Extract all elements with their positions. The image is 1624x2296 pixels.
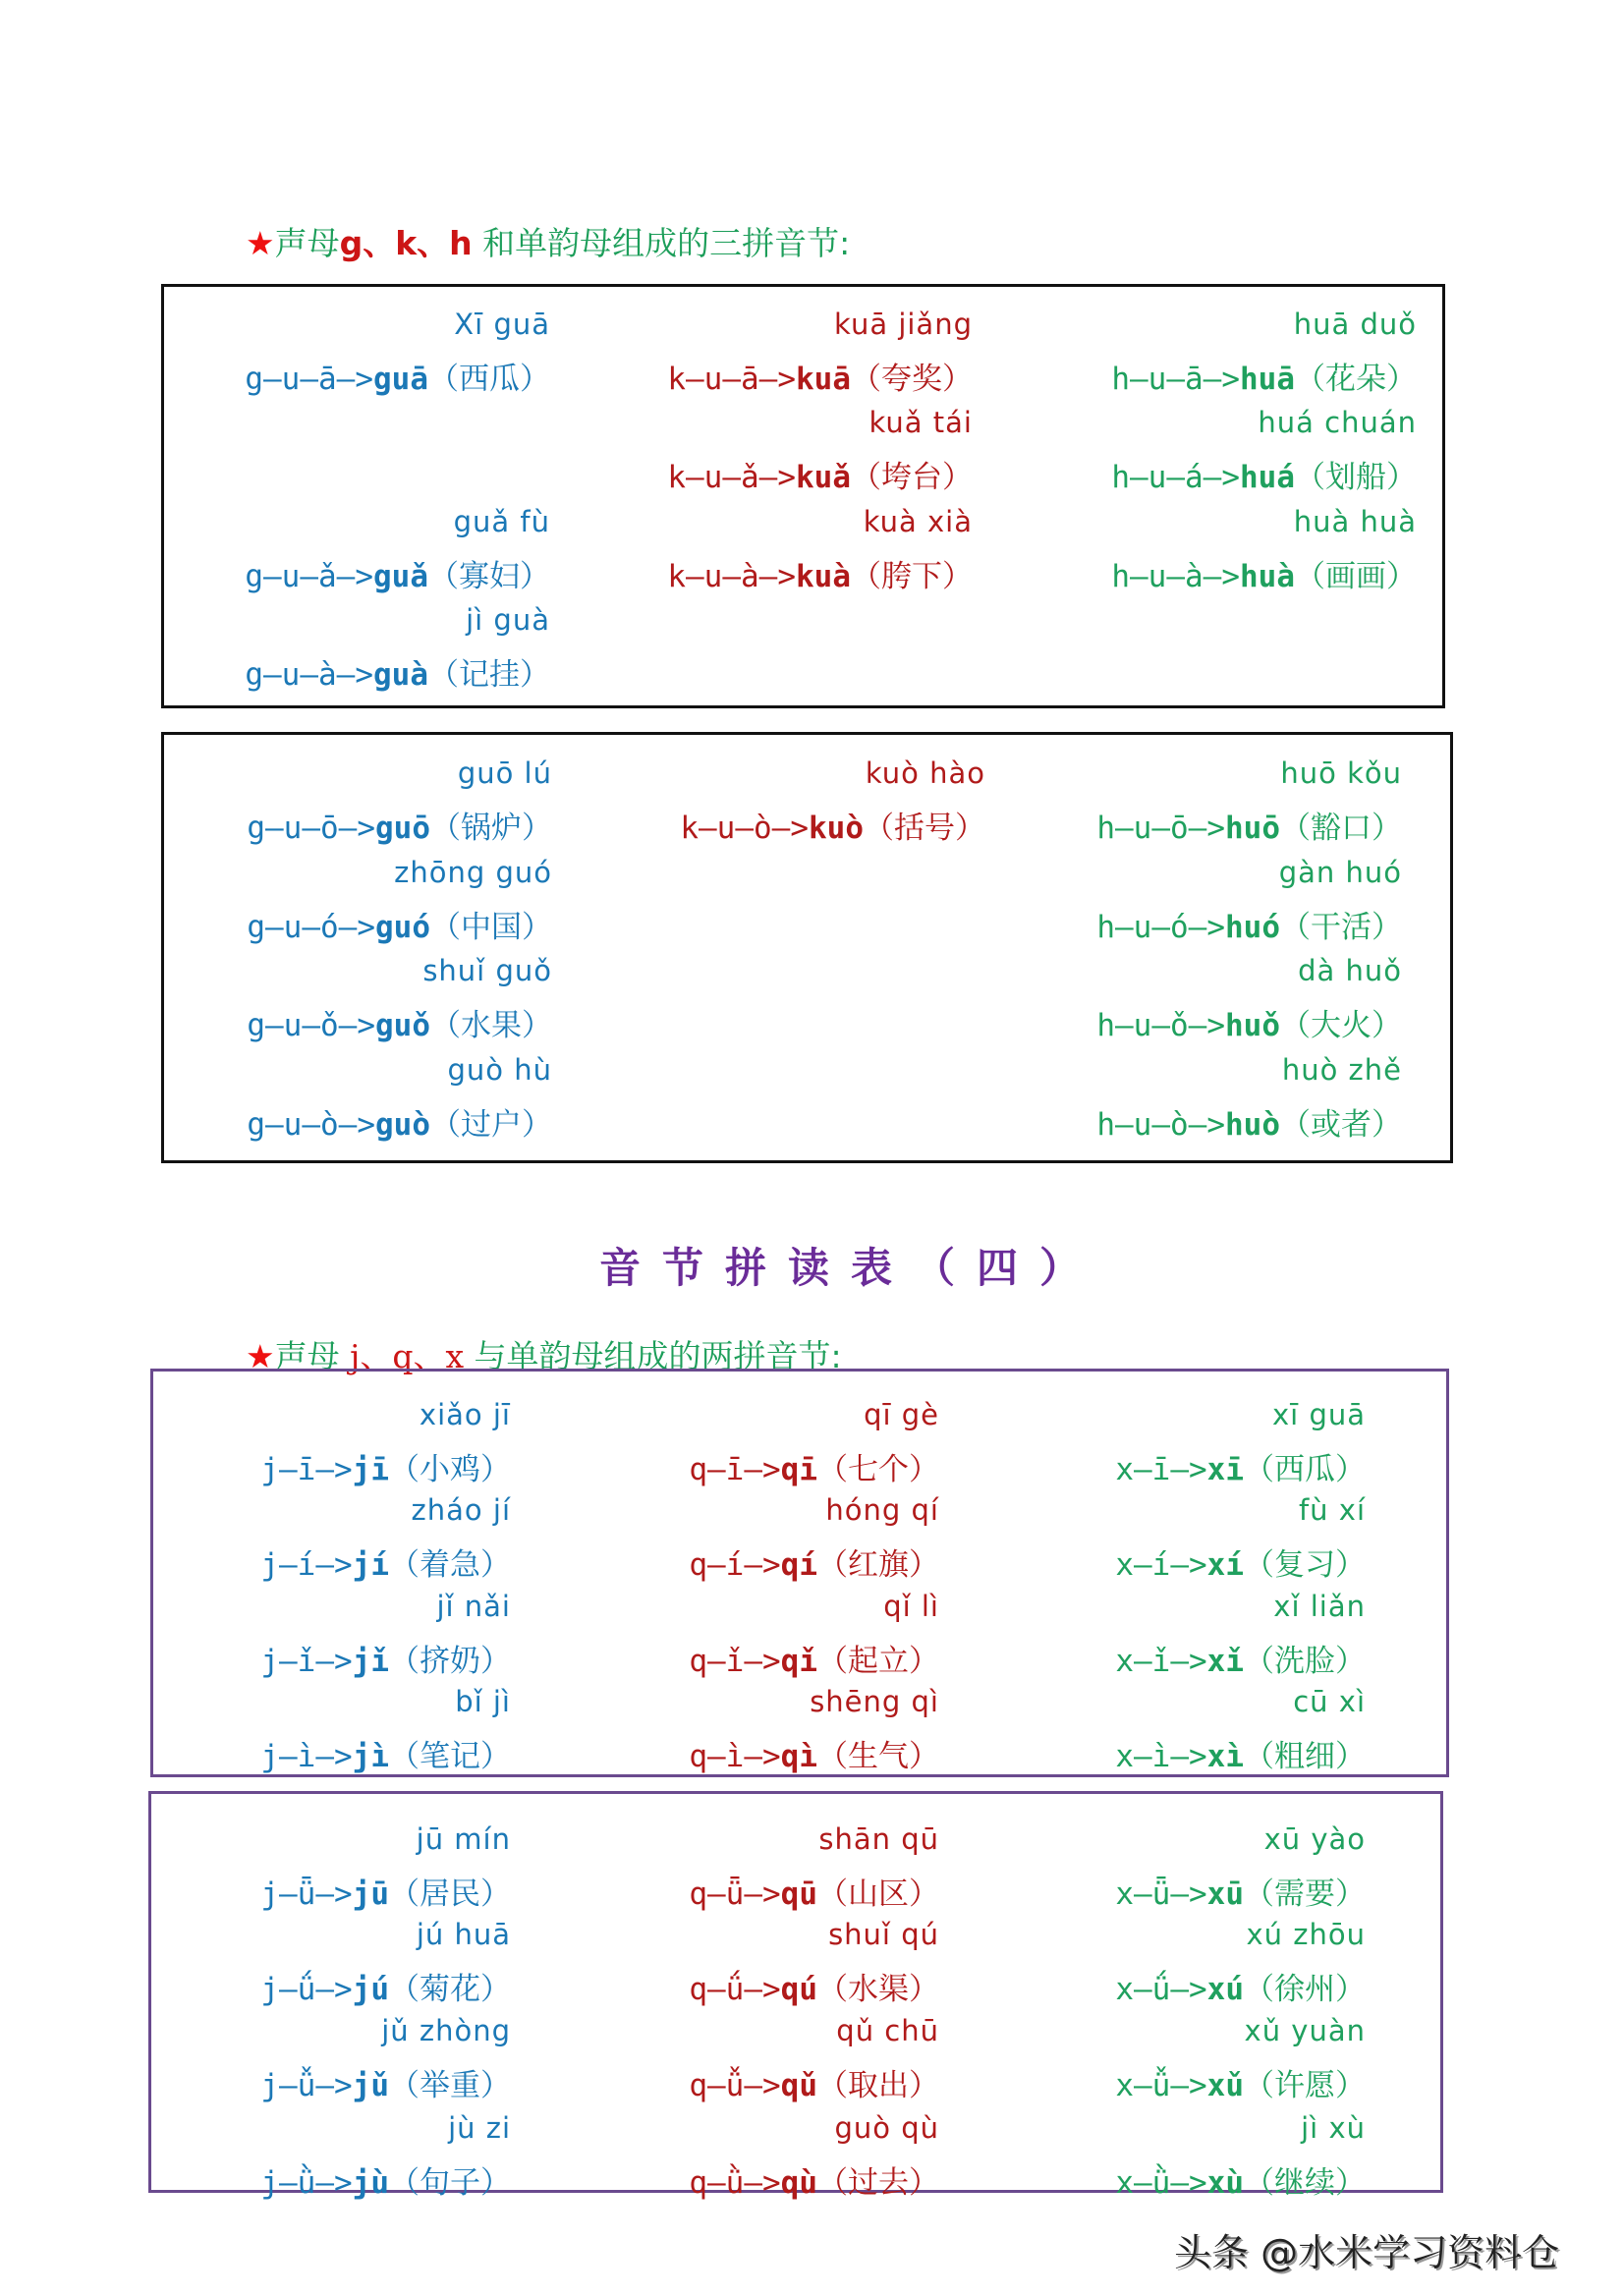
formula-parts: j—ī—> — [260, 1452, 353, 1487]
syllable-formula — [245, 551, 550, 595]
syllable-formula — [689, 1869, 939, 1913]
syllable-formula — [689, 1731, 939, 1775]
syllable-formula — [1115, 1540, 1366, 1584]
example-word: （红旗） — [817, 1547, 939, 1583]
example-word: （干活） — [1280, 910, 1402, 945]
formula-parts: g—u—à—> — [245, 657, 373, 693]
heading-letters: j、q、x — [350, 1337, 465, 1375]
pinyin-label: xū yào — [1263, 1822, 1366, 1856]
formula-parts: q—ǚ—> — [689, 2068, 781, 2103]
formula-parts: g—u—ā—> — [245, 362, 373, 397]
example-word: （七个） — [817, 1452, 939, 1487]
pinyin-label: huò zhě — [1281, 1053, 1402, 1087]
example-word: （西瓜） — [1244, 1452, 1366, 1487]
formula-parts: k—u—ò—> — [680, 811, 809, 846]
formula-result: qí — [780, 1547, 817, 1583]
pinyin-label: huà huà — [1293, 505, 1417, 538]
example-word: （小鸡） — [389, 1452, 511, 1487]
table-box-1 — [161, 284, 1445, 708]
formula-parts: h—u—ō—> — [1096, 811, 1225, 846]
formula-result: guǎ — [373, 559, 428, 594]
pinyin-label: xǐ liǎn — [1273, 1590, 1366, 1623]
formula-parts: h—u—à—> — [1111, 559, 1240, 594]
formula-parts: j—ǖ—> — [260, 1876, 353, 1912]
example-word: （山区） — [817, 1876, 939, 1912]
formula-result: qū — [780, 1876, 817, 1912]
formula-result: qī — [780, 1452, 817, 1487]
formula-parts: j—ǚ—> — [260, 2068, 353, 2103]
formula-parts: x—ǖ—> — [1115, 1876, 1207, 1912]
syllable-formula — [245, 649, 550, 694]
pinyin-label: kuǎ tái — [868, 406, 973, 439]
formula-parts: h—u—ó—> — [1096, 910, 1225, 945]
syllable-formula — [1115, 2157, 1366, 2202]
syllable-formula — [667, 354, 973, 398]
pinyin-label: zháo jí — [411, 1493, 511, 1527]
formula-parts: j—ǐ—> — [260, 1644, 353, 1679]
formula-parts: q—ǖ—> — [689, 1876, 781, 1912]
example-word: （举重） — [389, 2068, 511, 2103]
formula-parts: g—u—ō—> — [247, 811, 375, 846]
example-word: （笔记） — [389, 1739, 511, 1774]
example-word: （划船） — [1295, 460, 1417, 495]
syllable-formula — [667, 452, 973, 496]
example-word: （水渠） — [817, 1972, 939, 2007]
formula-result: huā — [1240, 362, 1295, 397]
heading-suffix: 与单韵母组成的两拼音节: — [464, 1337, 842, 1375]
syllable-formula — [1115, 2060, 1366, 2104]
syllable-formula — [689, 2060, 939, 2104]
formula-result: jǔ — [352, 2068, 389, 2103]
formula-result: guò — [375, 1107, 430, 1143]
formula-result: xì — [1206, 1739, 1244, 1774]
pinyin-label: guò qù — [834, 2111, 939, 2145]
pinyin-label: xǔ yuàn — [1244, 2014, 1366, 2047]
pinyin-label: jū mín — [416, 1822, 511, 1856]
example-word: （取出） — [817, 2068, 939, 2103]
syllable-formula — [260, 1964, 511, 2008]
formula-parts: k—u—ā—> — [667, 362, 796, 397]
example-word: （水果） — [430, 1008, 552, 1043]
syllable-formula — [260, 1731, 511, 1775]
pinyin-label: kuà xià — [863, 505, 973, 538]
example-word: （生气） — [817, 1739, 939, 1774]
formula-result: kuò — [809, 811, 864, 846]
syllable-formula — [1111, 551, 1417, 595]
formula-parts: q—ǜ—> — [689, 2165, 781, 2201]
syllable-formula — [680, 803, 985, 847]
pinyin-label: qī gè — [864, 1398, 939, 1431]
syllable-formula — [1115, 1731, 1366, 1775]
formula-result: jī — [352, 1452, 389, 1487]
syllable-formula — [689, 1964, 939, 2008]
pinyin-label: xú zhōu — [1246, 1918, 1366, 1951]
syllable-formula — [260, 1636, 511, 1680]
formula-result: qì — [780, 1739, 817, 1774]
example-word: （寡妇） — [428, 559, 550, 594]
example-word: （菊花） — [389, 1972, 511, 2007]
formula-parts: j—í—> — [260, 1547, 353, 1583]
section1-heading — [246, 218, 850, 264]
pinyin-label: huā duǒ — [1293, 308, 1417, 341]
pinyin-label: cū xì — [1293, 1685, 1366, 1718]
syllable-formula — [1096, 1000, 1402, 1044]
syllable-formula — [667, 551, 973, 595]
formula-parts: q—ì—> — [689, 1739, 781, 1774]
pinyin-label: qǔ chū — [836, 2014, 939, 2047]
formula-result: qǔ — [780, 2068, 817, 2103]
formula-result: huà — [1240, 559, 1295, 594]
formula-parts: g—u—ò—> — [247, 1107, 375, 1143]
formula-parts: x—í—> — [1115, 1547, 1207, 1583]
example-word: （过去） — [817, 2165, 939, 2201]
syllable-formula — [1096, 1099, 1402, 1144]
example-word: （锅炉） — [430, 811, 552, 846]
formula-parts: x—ǐ—> — [1115, 1644, 1207, 1679]
syllable-formula — [1115, 1964, 1366, 2008]
syllable-formula — [260, 1869, 511, 1913]
example-word: （许愿） — [1244, 2068, 1366, 2103]
formula-result: xī — [1206, 1452, 1244, 1487]
formula-parts: x—ǜ—> — [1115, 2165, 1207, 2201]
formula-parts: q—ǘ—> — [689, 1972, 781, 2007]
syllable-formula — [260, 1444, 511, 1488]
syllable-formula — [260, 1540, 511, 1584]
formula-result: huó — [1225, 910, 1280, 945]
formula-result: qú — [780, 1972, 817, 2007]
example-word: （胯下） — [851, 559, 973, 594]
pinyin-label: shuǐ guǒ — [422, 954, 552, 987]
formula-parts: q—ǐ—> — [689, 1644, 781, 1679]
example-word: （继续） — [1244, 2165, 1366, 2201]
pinyin-label: shān qū — [818, 1822, 939, 1856]
pinyin-label: fù xí — [1298, 1493, 1366, 1527]
example-word: （豁口） — [1280, 811, 1402, 846]
syllable-formula — [1115, 1869, 1366, 1913]
formula-parts: x—ì—> — [1115, 1739, 1207, 1774]
syllable-formula — [260, 2157, 511, 2202]
example-word: （中国） — [430, 910, 552, 945]
pinyin-label: guō lú — [457, 756, 552, 790]
formula-result: jù — [352, 2165, 389, 2201]
heading-prefix: 声母 — [274, 224, 340, 262]
pinyin-label: jú huā — [416, 1918, 511, 1951]
example-word: （洗脸） — [1244, 1644, 1366, 1679]
formula-result: kuǎ — [796, 460, 851, 495]
formula-result: jí — [352, 1547, 389, 1583]
example-word: （着急） — [389, 1547, 511, 1583]
example-word: （徐州） — [1244, 1972, 1366, 2007]
pinyin-label: qǐ lì — [883, 1590, 939, 1623]
syllable-formula — [247, 1000, 552, 1044]
page-title: 音节拼读表（四） — [599, 1244, 1103, 1292]
pinyin-label: bǐ jì — [455, 1685, 511, 1718]
formula-parts: h—u—ā—> — [1111, 362, 1240, 397]
formula-result: huō — [1225, 811, 1280, 846]
pinyin-label: zhōng guó — [394, 856, 552, 889]
star-icon: ★ — [246, 224, 275, 262]
formula-result: huò — [1225, 1107, 1280, 1143]
example-word: （西瓜） — [428, 362, 550, 397]
example-word: （过户） — [430, 1107, 552, 1143]
star-icon: ★ — [246, 1337, 275, 1375]
syllable-formula — [689, 1444, 939, 1488]
pinyin-label: jì xù — [1301, 2111, 1366, 2145]
pinyin-label: jù zi — [448, 2111, 511, 2145]
formula-parts: k—u—ǎ—> — [667, 460, 796, 495]
pinyin-label: guò hù — [447, 1053, 552, 1087]
watermark: 头条 @水米学习资料仓 — [1174, 2231, 1560, 2274]
formula-result: jì — [352, 1739, 389, 1774]
example-word: （或者） — [1280, 1107, 1402, 1143]
formula-result: kuā — [796, 362, 851, 397]
heading-prefix: 声母 — [274, 1337, 351, 1375]
formula-result: guǒ — [375, 1008, 430, 1043]
syllable-formula — [1096, 803, 1402, 847]
formula-result: xū — [1206, 1876, 1244, 1912]
pinyin-label: huō kǒu — [1280, 756, 1402, 790]
pinyin-label: Xī guā — [454, 308, 550, 341]
formula-result: huǒ — [1225, 1008, 1280, 1043]
syllable-formula — [260, 2060, 511, 2104]
formula-parts: h—u—á—> — [1111, 460, 1240, 495]
formula-parts: q—í—> — [689, 1547, 781, 1583]
example-word: （夸奖） — [851, 362, 973, 397]
syllable-formula — [245, 354, 550, 398]
example-word: （复习） — [1244, 1547, 1366, 1583]
syllable-formula — [1111, 354, 1417, 398]
formula-parts: j—ì—> — [260, 1739, 353, 1774]
syllable-formula — [1096, 902, 1402, 946]
example-word: （括号） — [864, 811, 985, 846]
syllable-formula — [247, 803, 552, 847]
formula-parts: j—ǘ—> — [260, 1972, 353, 2007]
pinyin-label: guǎ fù — [453, 505, 550, 538]
formula-parts: g—u—ǒ—> — [247, 1008, 375, 1043]
example-word: （花朵） — [1295, 362, 1417, 397]
formula-result: jǐ — [352, 1644, 389, 1679]
formula-result: xǔ — [1206, 2068, 1244, 2103]
formula-result: xù — [1206, 2165, 1244, 2201]
formula-parts: h—u—ǒ—> — [1096, 1008, 1225, 1043]
example-word: （粗细） — [1244, 1739, 1366, 1774]
formula-result: guā — [373, 362, 428, 397]
heading-letters: g、k、h — [339, 224, 473, 262]
formula-result: kuà — [796, 559, 851, 594]
pinyin-label: hóng qí — [825, 1493, 939, 1527]
syllable-formula — [1115, 1444, 1366, 1488]
formula-parts: g—u—ǎ—> — [245, 559, 373, 594]
example-word: （居民） — [389, 1876, 511, 1912]
formula-parts: x—ǘ—> — [1115, 1972, 1207, 2007]
syllable-formula — [1111, 452, 1417, 496]
formula-result: jū — [352, 1876, 389, 1912]
formula-parts: h—u—ò—> — [1096, 1107, 1225, 1143]
formula-parts: j—ǜ—> — [260, 2165, 353, 2201]
pinyin-label: xiǎo jī — [419, 1398, 511, 1431]
example-word: （句子） — [389, 2165, 511, 2201]
formula-result: guó — [375, 910, 430, 945]
syllable-formula — [689, 2157, 939, 2202]
example-word: （挤奶） — [389, 1644, 511, 1679]
pinyin-label: jǔ zhòng — [381, 2014, 511, 2047]
formula-result: qù — [780, 2165, 817, 2201]
formula-parts: g—u—ó—> — [247, 910, 375, 945]
example-word: （需要） — [1244, 1876, 1366, 1912]
pinyin-label: jì guà — [466, 603, 550, 637]
example-word: （垮台） — [851, 460, 973, 495]
pinyin-label: dà huǒ — [1298, 954, 1402, 987]
syllable-formula — [1115, 1636, 1366, 1680]
syllable-formula — [247, 1099, 552, 1144]
pinyin-label: huá chuán — [1258, 406, 1417, 439]
formula-result: xǐ — [1206, 1644, 1244, 1679]
pinyin-label: jǐ nǎi — [436, 1590, 511, 1623]
formula-result: qǐ — [780, 1644, 817, 1679]
pinyin-label: xī guā — [1272, 1398, 1366, 1431]
formula-result: guō — [375, 811, 430, 846]
syllable-formula — [689, 1636, 939, 1680]
example-word: （画画） — [1295, 559, 1417, 594]
pinyin-label: gàn huó — [1278, 856, 1402, 889]
heading-suffix: 和单韵母组成的三拼音节: — [472, 224, 851, 262]
example-word: （大火） — [1280, 1008, 1402, 1043]
formula-result: xí — [1206, 1547, 1244, 1583]
formula-parts: x—ǚ—> — [1115, 2068, 1207, 2103]
pinyin-label: shuǐ qú — [828, 1918, 939, 1951]
example-word: （起立） — [817, 1644, 939, 1679]
formula-result: huá — [1240, 460, 1295, 495]
formula-result: jú — [352, 1972, 389, 2007]
syllable-formula — [247, 902, 552, 946]
formula-parts: k—u—à—> — [667, 559, 796, 594]
example-word: （记挂） — [428, 657, 550, 693]
pinyin-label: kuā jiǎng — [834, 308, 973, 341]
pinyin-label: shēng qì — [810, 1685, 939, 1718]
formula-result: guà — [373, 657, 428, 693]
formula-parts: x—ī—> — [1115, 1452, 1207, 1487]
pinyin-label: kuò hào — [865, 756, 985, 790]
syllable-formula — [689, 1540, 939, 1584]
formula-result: xú — [1206, 1972, 1244, 2007]
formula-parts: q—ī—> — [689, 1452, 781, 1487]
